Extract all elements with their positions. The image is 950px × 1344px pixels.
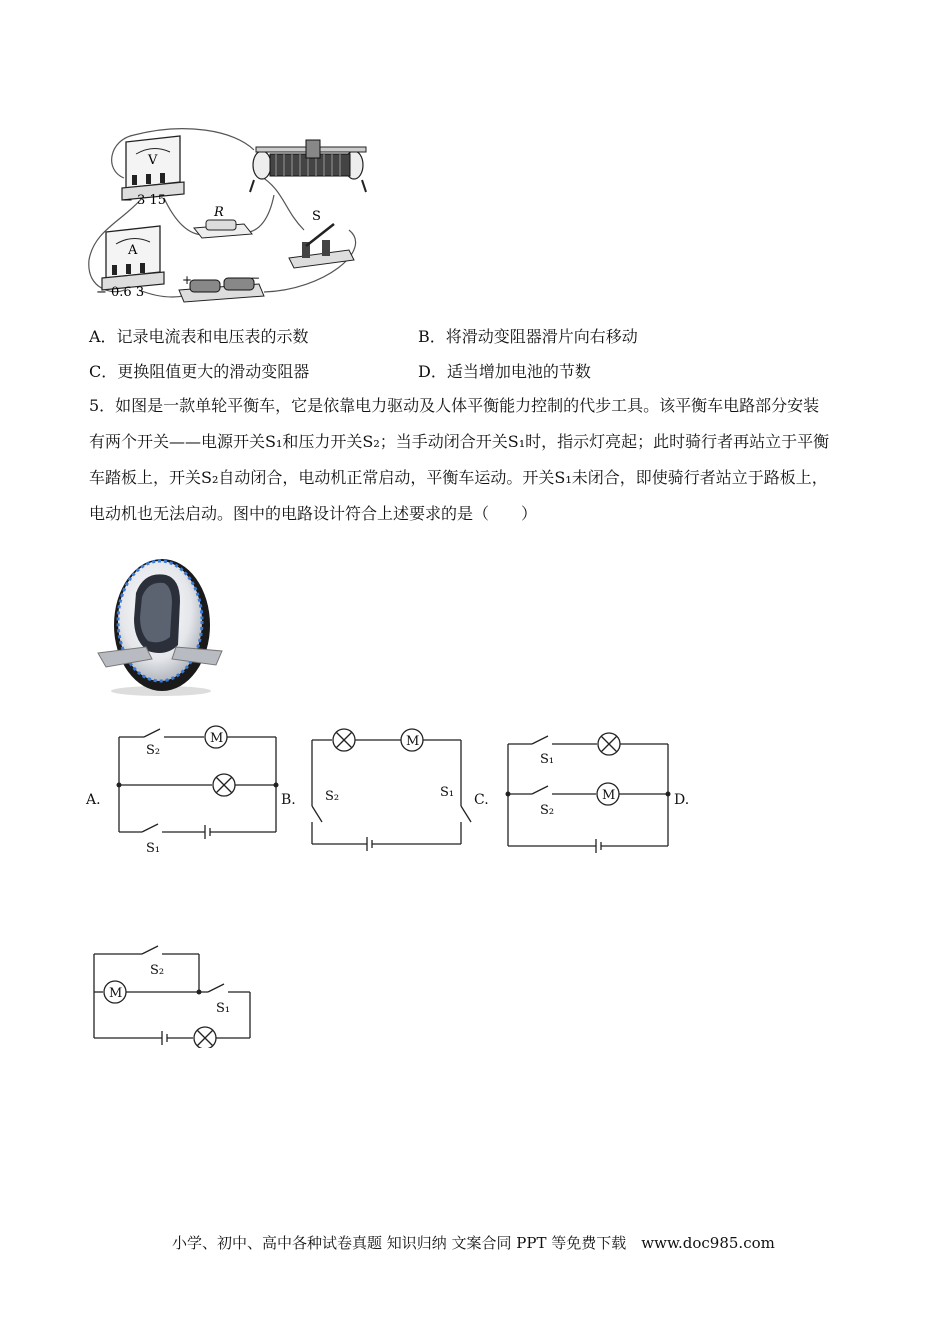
switch-label: S	[312, 209, 321, 224]
motor-label: M	[406, 734, 420, 749]
circuit-d	[84, 936, 274, 1048]
motor-label: M	[210, 731, 224, 746]
option-label-c: C.	[474, 792, 489, 808]
sliding-rheostat	[250, 140, 366, 192]
motor-label: M	[602, 788, 616, 803]
switch-label-s2: S₂	[150, 963, 165, 978]
switch-label-s1: S₁	[216, 1001, 231, 1016]
q5-line-1: 5．如图是一款单轮平衡车，它是依靠电力驱动及人体平衡能力控制的代步工具。该平衡车电路部分安装	[89, 396, 820, 415]
voltmeter	[122, 136, 184, 208]
q5-line-4: 电动机也无法启动。图中的电路设计符合上述要求的是（ ）	[89, 504, 538, 523]
switch-label-s2: S₂	[325, 789, 340, 804]
ammeter	[96, 226, 164, 300]
voltmeter-terminal-labels: − 3 15	[122, 193, 166, 208]
q5-line-2: 有两个开关——电源开关S₁和压力开关S₂；当手动闭合开关S₁时，指示灯亮起；此时骑行者再站立于平衡	[89, 432, 830, 451]
switch-label-s1: S₁	[146, 841, 161, 856]
q4-option-b: B．将滑动变阻器滑片向右移动	[418, 327, 638, 346]
q5-line-3: 车踏板上，开关S₂自动闭合，电动机正常启动，平衡车运动。开关S₁未闭合，即使骑行者站立于路板上，	[89, 468, 828, 487]
option-label-b: B.	[281, 792, 296, 808]
switch-label-s2: S₂	[540, 803, 555, 818]
experiment-apparatus-figure	[84, 120, 374, 310]
option-label-d: D.	[674, 792, 690, 808]
battery-minus: −	[250, 271, 261, 285]
q4-option-d: D．适当增加电池的节数	[418, 362, 591, 381]
switch-label-s2: S₂	[146, 743, 161, 758]
q4-option-a: A．记录电流表和电压表的示数	[89, 327, 309, 346]
switch-label-s1: S₁	[440, 785, 455, 800]
switch-label-s1: S₁	[540, 752, 555, 767]
resistor-label: R	[214, 205, 224, 220]
ammeter-symbol: A	[128, 243, 138, 258]
circuit-options-row	[84, 722, 704, 862]
q4-option-c: C．更换阻值更大的滑动变阻器	[89, 362, 310, 381]
self-balancing-unicycle-image	[96, 553, 226, 698]
page-footer: 小学、初中、高中各种试卷真题 知识归纳 文案合同 PPT 等免费下载 www.doc985.com	[172, 1234, 775, 1252]
motor-label: M	[109, 986, 123, 1001]
resistor-r	[194, 205, 252, 238]
ammeter-terminal-labels: − 0.6 3	[96, 285, 145, 300]
voltmeter-symbol: V	[148, 153, 158, 168]
battery-plus: +	[182, 273, 193, 287]
q5-stem	[89, 388, 879, 532]
knife-switch-s	[289, 209, 354, 268]
circuit-a	[119, 726, 276, 839]
battery-pack	[179, 271, 264, 302]
option-label-a: A.	[86, 792, 101, 808]
circuit-c	[508, 733, 668, 853]
